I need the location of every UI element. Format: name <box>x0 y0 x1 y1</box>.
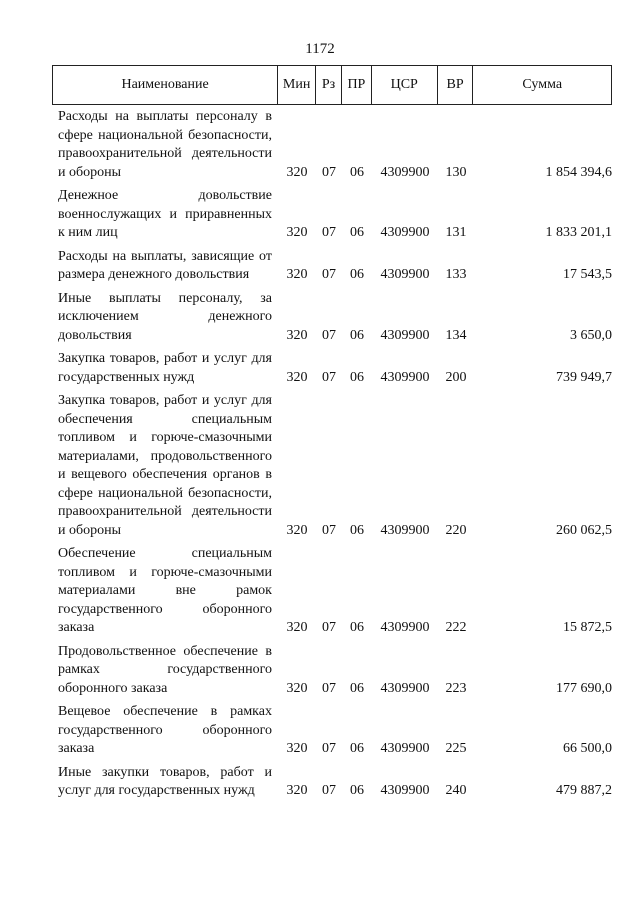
row-rz: 07 <box>322 783 336 798</box>
row-rz: 07 <box>322 620 336 635</box>
row-name: Иные выплаты персоналу, за исключением денежного довольствия <box>58 290 272 343</box>
table-row <box>52 643 612 699</box>
row-vr: 225 <box>445 741 467 756</box>
row-sum: 260 062,5 <box>556 522 612 538</box>
row-sum: 3 650,0 <box>570 327 612 343</box>
row-csr: 4309900 <box>380 783 430 798</box>
row-min: 320 <box>286 620 308 635</box>
row-name: Денежное довольствие военнослужащих и приравненных к ним лиц <box>58 188 272 240</box>
row-vr: 240 <box>445 783 467 798</box>
table-row <box>52 248 612 285</box>
row-sum: 15 872,5 <box>563 620 612 635</box>
row-pr: 06 <box>350 267 364 282</box>
row-vr: 223 <box>445 680 467 696</box>
row-csr: 4309900 <box>380 327 430 343</box>
row-vr: 131 <box>445 225 467 240</box>
row-min: 320 <box>286 680 308 696</box>
table-body <box>52 108 612 806</box>
row-csr: 4309900 <box>380 680 430 696</box>
row-name: Продовольственное обеспечение в рамках государственного оборонного заказа <box>58 643 272 696</box>
row-rz: 07 <box>322 327 336 343</box>
table-row <box>52 703 612 759</box>
row-pr: 06 <box>350 164 364 180</box>
row-vr: 220 <box>445 522 467 538</box>
row-min: 320 <box>286 267 308 282</box>
row-min: 320 <box>286 369 308 385</box>
row-vr: 222 <box>445 620 467 635</box>
row-rz: 07 <box>322 267 336 282</box>
row-pr: 06 <box>350 522 364 538</box>
table-row <box>52 764 612 801</box>
row-name: Расходы на выплаты, зависящие от размера денежного довольствия <box>58 248 272 282</box>
row-pr: 06 <box>350 620 364 635</box>
table-row <box>52 290 612 346</box>
header-csr: ЦСР <box>372 66 438 104</box>
row-min: 320 <box>286 522 308 538</box>
row-name: Расходы на выплаты персоналу в сфере национальной безопасности, правоохранительной деятельности и обороны <box>58 109 272 180</box>
row-rz: 07 <box>322 680 336 696</box>
row-csr: 4309900 <box>380 620 430 635</box>
table-row <box>52 545 612 638</box>
row-rz: 07 <box>322 369 336 385</box>
row-csr: 4309900 <box>380 522 430 538</box>
row-sum: 1 854 394,6 <box>545 164 612 180</box>
header-name: Наименование <box>53 66 278 104</box>
header-sum: Сумма <box>522 77 563 92</box>
row-vr: 134 <box>445 327 467 343</box>
row-rz: 07 <box>322 164 336 180</box>
row-pr: 06 <box>350 741 364 756</box>
row-pr: 06 <box>350 369 364 385</box>
row-name: Закупка товаров, работ и услуг для государственных нужд <box>58 351 272 385</box>
row-csr: 4309900 <box>380 164 430 180</box>
row-min: 320 <box>286 225 308 240</box>
row-min: 320 <box>286 741 308 756</box>
row-csr: 4309900 <box>380 267 430 282</box>
row-csr: 4309900 <box>380 225 430 240</box>
header-min: Мин <box>278 66 316 104</box>
row-vr: 200 <box>445 369 467 385</box>
page-number: 1172 <box>305 41 335 57</box>
header-pr: ПР <box>342 66 372 104</box>
row-min: 320 <box>286 783 308 798</box>
header-vr: ВР <box>438 66 474 104</box>
row-pr: 06 <box>350 225 364 240</box>
row-rz: 07 <box>322 741 336 756</box>
row-vr: 130 <box>445 164 467 180</box>
row-rz: 07 <box>322 522 336 538</box>
table-row <box>52 350 612 387</box>
row-sum: 479 887,2 <box>556 783 612 798</box>
row-sum: 739 949,7 <box>556 369 612 385</box>
row-name: Вещевое обеспечение в рамках государственного оборонного заказа <box>58 704 272 756</box>
row-pr: 06 <box>350 327 364 343</box>
row-min: 320 <box>286 327 308 343</box>
row-sum: 1 833 201,1 <box>545 225 612 240</box>
table-row <box>52 392 612 540</box>
row-name: Иные закупки товаров, работ и услуг для государственных нужд <box>58 764 272 798</box>
row-pr: 06 <box>350 783 364 798</box>
table-row <box>52 187 612 243</box>
row-pr: 06 <box>350 680 364 696</box>
header-rz: Рз <box>316 66 342 104</box>
row-vr: 133 <box>445 267 467 282</box>
row-sum: 177 690,0 <box>556 680 612 696</box>
row-sum: 66 500,0 <box>563 741 612 756</box>
row-csr: 4309900 <box>380 741 430 756</box>
row-name: Закупка товаров, работ и услуг для обеспечения специальным топливом и горюче-смазочными материалами, продовольственного и вещевого обеспечения органов в сфере национальной безопасности, правоохранительной деятельности и обороны <box>58 393 272 538</box>
row-sum: 17 543,5 <box>563 267 612 282</box>
table-header <box>52 65 612 105</box>
row-min: 320 <box>286 164 308 180</box>
row-csr: 4309900 <box>380 369 430 385</box>
row-name: Обеспечение специальным топливом и горюче-смазочными материалами вне рамок государственного оборонного заказа <box>58 546 272 635</box>
row-rz: 07 <box>322 225 336 240</box>
table-row <box>52 108 612 182</box>
